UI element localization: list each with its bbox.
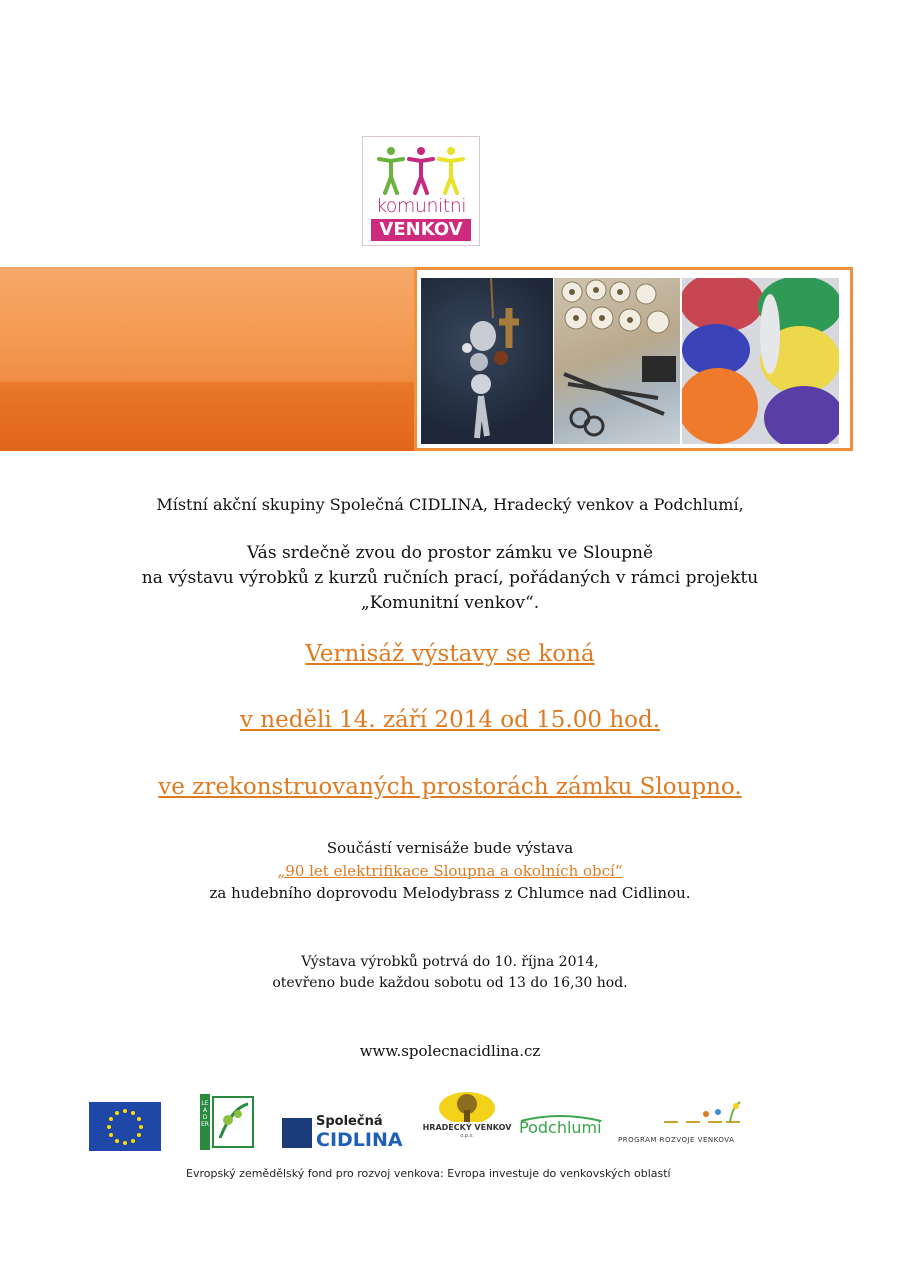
organizers-line: Místní akční skupiny Společná CIDLINA, Hradecký venkov a Podchlumí, (156, 495, 744, 514)
extra-exhibition-title: „90 let elektrifikace Sloupna a okolních obcí“ (277, 862, 623, 880)
website-link[interactable]: www.spolecnacidlina.cz (359, 1042, 541, 1060)
music-accompaniment: za hudebního doprovodu Melodybrass z Chlumce nad Cidlinou. (209, 884, 691, 902)
invitation-line-1: Vás srdečně zvou do prostor zámku ve Sloupně (246, 543, 654, 563)
exhibition-duration: Výstava výrobků potrvá do 10. října 2014, (301, 954, 599, 970)
hradecky-venkov-logo: HRADECKÝ VENKOV o.p.s. (422, 1088, 512, 1140)
sprouts-icon (618, 1100, 752, 1132)
vernissage-heading: Vernisáž výstavy se koná (305, 641, 595, 667)
people-icon (371, 143, 471, 199)
spolecna-cidlina-logo: Společná CIDLINA (282, 1114, 410, 1152)
extra-exhibition-intro: Součástí vernisáže bude výstava (326, 839, 574, 857)
sewing-photo (554, 278, 680, 444)
jewelry-photo (421, 278, 553, 444)
leader-label: LEADER (201, 1100, 209, 1128)
photo-strip (414, 267, 853, 451)
prv-logo: PROGRAM ROZVOJE VENKOVA (618, 1100, 752, 1148)
opening-hours: otevřeno bude každou sobotu od 13 do 16,30 hod. (272, 975, 628, 991)
eafrd-footer: Evropský zemědělský fond pro rozvoj venkova: Evropa investuje do venkovských oblastí (186, 1167, 671, 1180)
vernissage-date: v neděli 14. září 2014 od 15.00 hod. (239, 707, 661, 733)
podchlumi-logo: Podchlumí (519, 1118, 602, 1137)
orange-gradient-band (0, 267, 418, 451)
eu-flag-icon (89, 1102, 161, 1151)
invitation-line-2: na výstavu výrobků z kurzů ručních prací, pořádaných v rámci projektu (141, 568, 759, 588)
vernissage-place: ve zrekonstruovaných prostorách zámku Sloupno. (158, 774, 742, 800)
logo-word-venkov: VENKOV (371, 219, 471, 241)
cidlina-mark-icon (282, 1118, 312, 1148)
leader-logo (200, 1094, 256, 1150)
tree-icon (422, 1088, 512, 1122)
header-banner (0, 267, 853, 451)
paint-jars-photo (682, 278, 839, 444)
komunitni-venkov-logo (362, 136, 480, 246)
project-name: „Komunitní venkov“. (360, 593, 540, 613)
logo-word-komunitni: komunitni (375, 195, 467, 217)
